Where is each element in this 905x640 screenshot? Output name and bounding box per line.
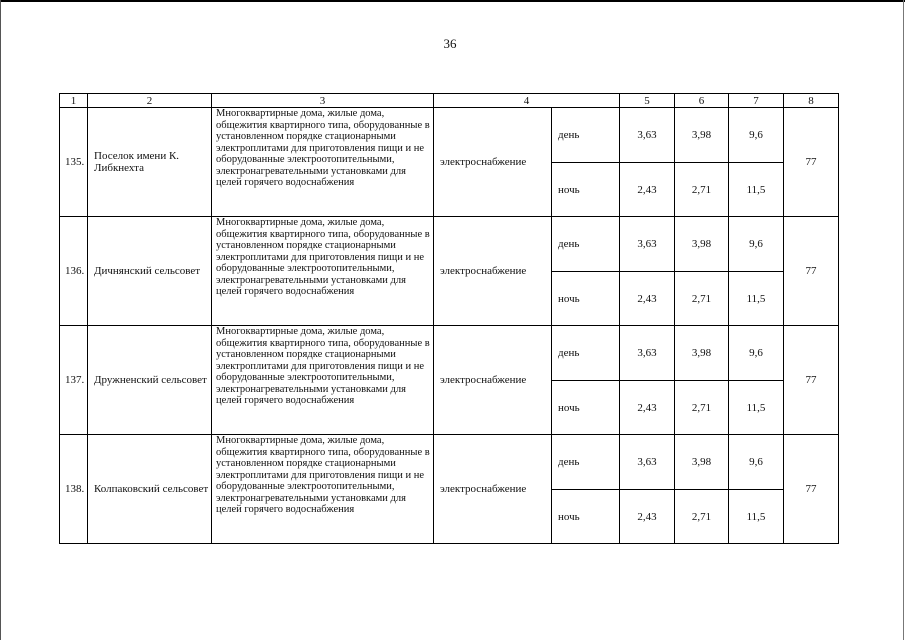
- value-col5: 2,43: [620, 163, 675, 217]
- tariff-table: [59, 93, 839, 544]
- value-col5: 3,63: [620, 435, 675, 490]
- row-number: 138.: [60, 435, 88, 544]
- value-col7: 11,5: [729, 490, 784, 544]
- value-col6: 2,71: [675, 163, 729, 217]
- value-col6: 2,71: [675, 272, 729, 326]
- consumer-description: Многоквартирные дома, жилые дома, общежития квартирного типа, оборудованные в установленном порядке стационарными электроплитами для приготовления пищи и не оборудованные электроотопительными, электронагревательными установками для целей горячего водоснабжения: [212, 108, 434, 217]
- value-col6: 3,98: [675, 435, 729, 490]
- header-cell: 8: [784, 94, 839, 108]
- consumer-description: Многоквартирные дома, жилые дома, общежития квартирного типа, оборудованные в установленном порядке стационарными электроплитами для приготовления пищи и не оборудованные электроотопительными, электронагревательными установками для целей горячего водоснабжения: [212, 326, 434, 435]
- value-col8: 77: [784, 108, 839, 217]
- page-right-border: [903, 0, 904, 640]
- page-left-border: [0, 0, 1, 640]
- value-col5: 3,63: [620, 108, 675, 163]
- header-cell: 5: [620, 94, 675, 108]
- page-top-border: [0, 0, 905, 2]
- value-col5: 2,43: [620, 272, 675, 326]
- row-number: 135.: [60, 108, 88, 217]
- value-col6: 3,98: [675, 326, 729, 381]
- value-col5: 3,63: [620, 326, 675, 381]
- value-col5: 2,43: [620, 490, 675, 544]
- table-row: [60, 326, 839, 381]
- value-col8: 77: [784, 326, 839, 435]
- value-col5: 2,43: [620, 381, 675, 435]
- consumer-description: Многоквартирные дома, жилые дома, общежития квартирного типа, оборудованные в установленном порядке стационарными электроплитами для приготовления пищи и не оборудованные электроотопительными, электронагревательными установками для целей горячего водоснабжения: [212, 217, 434, 326]
- period-label-day: день: [552, 326, 620, 381]
- table-row: [60, 217, 839, 272]
- value-col6: 2,71: [675, 490, 729, 544]
- header-cell: 1: [60, 94, 88, 108]
- period-label-day: день: [552, 108, 620, 163]
- header-cell: 7: [729, 94, 784, 108]
- settlement-name: Дичнянский сельсовет: [88, 217, 212, 326]
- header-cell: 3: [212, 94, 434, 108]
- service-type: электроснабжение: [434, 435, 552, 544]
- period-label-night: ночь: [552, 490, 620, 544]
- value-col8: 77: [784, 217, 839, 326]
- value-col7: 11,5: [729, 381, 784, 435]
- value-col6: 2,71: [675, 381, 729, 435]
- period-label-day: день: [552, 217, 620, 272]
- period-label-night: ночь: [552, 381, 620, 435]
- service-type: электроснабжение: [434, 108, 552, 217]
- period-label-day: день: [552, 435, 620, 490]
- header-cell: 6: [675, 94, 729, 108]
- value-col7: 11,5: [729, 272, 784, 326]
- consumer-description: Многоквартирные дома, жилые дома, общежития квартирного типа, оборудованные в установленном порядке стационарными электроплитами для приготовления пищи и не оборудованные электроотопительными, электронагревательными установками для целей горячего водоснабжения: [212, 435, 434, 544]
- table-row: [60, 435, 839, 490]
- page-number: 36: [443, 36, 457, 51]
- value-col8: 77: [784, 435, 839, 544]
- settlement-name: Колпаковский сельсовет: [88, 435, 212, 544]
- period-label-night: ночь: [552, 272, 620, 326]
- settlement-name: Поселок имени К. Либкнехта: [88, 108, 212, 217]
- row-number: 137.: [60, 326, 88, 435]
- value-col7: 9,6: [729, 326, 784, 381]
- value-col5: 3,63: [620, 217, 675, 272]
- header-cell: 2: [88, 94, 212, 108]
- value-col6: 3,98: [675, 217, 729, 272]
- settlement-name: Дружненский сельсовет: [88, 326, 212, 435]
- service-type: электроснабжение: [434, 217, 552, 326]
- value-col7: 9,6: [729, 217, 784, 272]
- period-label-night: ночь: [552, 163, 620, 217]
- row-number: 136.: [60, 217, 88, 326]
- table-header-row: [60, 94, 839, 108]
- value-col7: 9,6: [729, 108, 784, 163]
- table-row: [60, 108, 839, 163]
- value-col7: 11,5: [729, 163, 784, 217]
- value-col7: 9,6: [729, 435, 784, 490]
- service-type: электроснабжение: [434, 326, 552, 435]
- header-cell: 4: [434, 94, 620, 108]
- value-col6: 3,98: [675, 108, 729, 163]
